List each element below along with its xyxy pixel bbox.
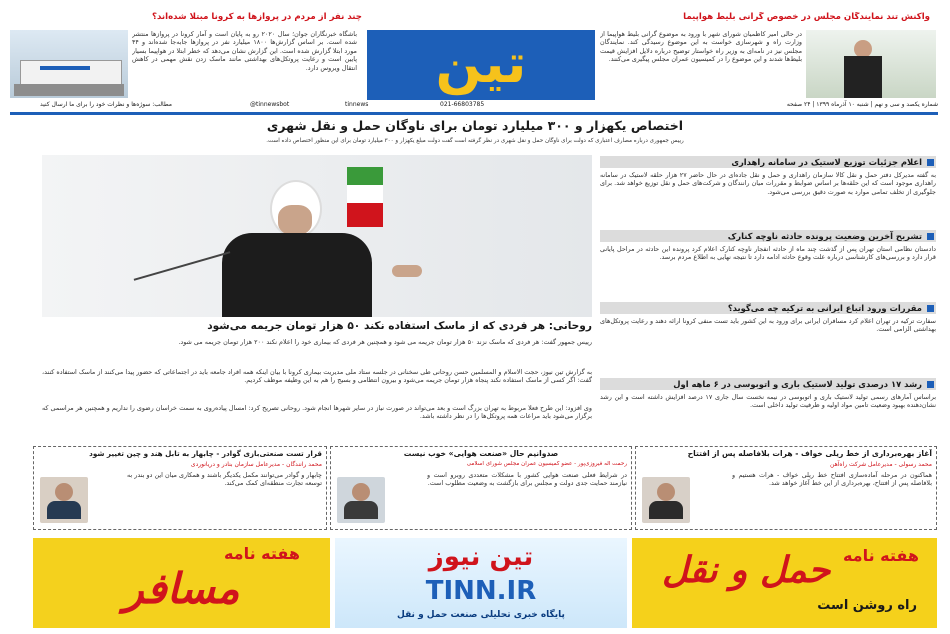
- ad-mid-line2: TINN.IR: [425, 576, 537, 606]
- right-headline: واکنش تند نمایندگان مجلس در خصوص گرانی بلیط هواپیما: [683, 12, 930, 22]
- sidebar-section-4-body: براساس آمارهای رسمی تولید لاستیک باری و اتوبوسی در نیمه نخست سال جاری ۱۷ درصد افزایش داشته است و این رشد نشان‌دهنده بهبود وضعیت تامین مواد اولیه و ظرفیت تولید داخلی است.: [600, 393, 936, 410]
- main-body-3: وی افزود: این طرح فعلا مربوط به تهران بزرگ است و بعد می‌تواند در صورت نیاز در سایر شهرها انجام شود. روحانی تصریح کرد: امسال پیاده‌روی به سمت خراسان رضوی را نداریم و همچنین هر مراسمی که برگزار می‌شود باید مراعات همه پروتکل‌ها را در نظر داشته باشد.: [42, 404, 592, 421]
- phone: 021-66803785: [440, 101, 485, 108]
- logo: [367, 30, 595, 100]
- opinion-left: [33, 446, 327, 530]
- opinion-right-body: هماکنون در مرحله آماده‌سازی افتتاح خط ریلی خواف - هرات هستیم و بلافاصله پس از افتتاح، بهره‌برداری از این خط آغاز خواهد شد.: [732, 471, 932, 488]
- ad-left-line1: هفته نامه: [223, 544, 300, 563]
- website[interactable]: tinnews: [345, 101, 369, 108]
- opinion-right-author: محمد رسولی - مدیرعامل شرکت راه‌آهن: [830, 461, 932, 468]
- main-title: اختصاص یکهزار و ۳۰۰ میلیارد تومان برای ناوگان حمل و نقل شهری: [266, 118, 684, 133]
- right-header-body: در حالی امیر کاظمیان شورای شهر با ورود به موضوع گرانی بلیط هواپیما از وزارت راه و شهرسازی خواست به این موضوع رسیدگی کند. نمایندگان مجلس نیز در نامه‌ای به وزیر راه خواستار توضیح درباره دلایل افزایش قیمت بلیط‌ها شدند و این موضوع را در کمیسیون عمران مجلس پیگیری می‌کنند.: [600, 30, 802, 64]
- logo-text: تین: [435, 32, 527, 95]
- left-caption: مطالب: سوژه‌ها و نظرات خود را برای ما ارسال کنید: [40, 101, 172, 108]
- ad-right-line1: هفته نامه: [842, 546, 919, 565]
- instagram-handle[interactable]: @tinnewsbot: [250, 101, 290, 108]
- ad-mosafer[interactable]: [33, 538, 330, 628]
- opinion-mid-author: رحمت اله فیروزی‌پور - عضو کمیسیون عمران مجلس شورای اسلامی: [466, 461, 627, 467]
- opinion-right: [635, 446, 937, 530]
- sidebar-section-3-body: سفارت ترکیه در تهران اعلام کرد مسافران ایرانی برای ورود به این کشور باید تست منفی کرونا ارائه دهند و رعایت پروتکل‌های بهداشتی الزامی است.: [600, 317, 936, 334]
- minister-photo: [806, 30, 936, 98]
- ad-hamlonaghl[interactable]: [632, 538, 937, 628]
- ad-right-line2: حمل و نقل: [662, 550, 831, 591]
- ad-right-line3: راه روشن است: [817, 598, 917, 613]
- opinion-left-author: محمد رانندگان - مدیرعامل سازمان بنادر و دریانوردی: [190, 461, 322, 468]
- ad-mid-line3: پایگاه خبری تحلیلی صنعت حمل و نقل: [397, 610, 565, 620]
- issue-line: شماره یکصد و سی و نهم | شنبه ۱۰ آذرماه ۱۳۹۹ | ۲۴ صفحه: [786, 101, 938, 108]
- opinion-mid-title: صدوانیم حال «صنعت هوایی» خوب نیست: [403, 449, 559, 458]
- sidebar-section-2-body: دادستان نظامی استان تهران پس از گذشت چند ماه از حادثه انفجار ناوچه کنارک اعلام کرد پرونده این حادثه در مراحل پایانی قرار دارد و بررسی‌های کارشناسی درباره علت وقوع حادثه ادامه دارد تا نتیجه نهایی به اطلاع مردم برسد.: [600, 245, 936, 262]
- sidebar-section-3-title: مقررات ورود اتباع ایرانی به ترکیه چه می‌گوید؟: [600, 302, 936, 314]
- main-body-2: به گزارش تین نیوز، حجت الاسلام و المسلمین حسن روحانی طی سخنانی در جلسه ستاد ملی مدیریت بیماری کرونا با بیان اینکه همه افراد جامعه باید در اجتماعاتی که حضور پیدا می‌کنند از ماسک استفاده کنند، گفت: اگر کسی از ماسک استفاده نکند پنجاه هزار تومان جریمه می‌شود و بیرون انتظامی و بسیج را هم به این وظیفه موظف کردیم.: [42, 368, 592, 385]
- opinion-mid-photo: [337, 477, 385, 523]
- opinion-left-title: قرار تست صنعتی‌بازی گوادر - چابهار به تابل هند و چین تغییر شود: [89, 449, 322, 458]
- opinion-right-photo: [642, 477, 690, 523]
- contact-bar: [10, 100, 938, 110]
- ad-mid-line1: تین نیوز: [428, 542, 534, 572]
- sidebar-section-2-title: تشریح آخرین وضعیت پرونده حادثه ناوچه کنارک: [600, 230, 936, 242]
- opinion-mid: [330, 446, 632, 530]
- airport-photo: [10, 30, 128, 98]
- sidebar-section-1-body: به گفته مدیرکل دفتر حمل و نقل کالا سازمان راهداری و حمل و نقل جاده‌ای در حال حاضر ۲۷ هزار حلقه لاستیک در سامانه راهداری موجود است که این حلقه‌ها بر اساس ضوابط و مقررات میان رانندگان و شرکت‌های حمل و نقل توزیع خواهد شد. برای جلوگیری از تخلف تمامی موارد به صورت دقیق بررسی می‌شود.: [600, 171, 936, 196]
- sidebar-section-1-title: اعلام جزئیات توزیع لاستیک در سامانه راهداری: [600, 156, 936, 168]
- opinion-left-photo: [40, 477, 88, 523]
- opinion-right-title: آغاز بهره‌برداری از خط ریلی خواف - هرات بلافاصله پس از افتتاح: [687, 449, 932, 458]
- left-headline: چند نفر از مردم در پروازها به کرونا مبتلا شده‌اند؟: [151, 12, 362, 22]
- ad-left-line2: مسافر: [123, 564, 240, 613]
- sidebar-section-4-title: رشد ۱۷ درصدی تولید لاستیک باری و اتوبوسی در ۶ ماهه اول: [600, 378, 936, 390]
- opinion-mid-body: در شرایط فعلی صنعت هوایی کشور با مشکلات متعددی روبرو است و نیازمند حمایت جدی دولت و مجلس برای بازگشت به وضعیت مطلوب است.: [427, 471, 627, 488]
- header-divider: [10, 112, 938, 115]
- ad-tinnews[interactable]: [335, 538, 627, 628]
- photo-caption: روحانی: هر فردی که از ماسک استفاده نکند ۵۰ هزار تومان جریمه می‌شود: [207, 320, 592, 332]
- opinion-left-body: چابهار و گوادر می‌توانند مکمل یکدیگر باشند و همکاری میان این دو بندر به توسعه تجارت منطقه‌ای کمک می‌کند.: [127, 471, 322, 488]
- main-body-1: رییس جمهور گفت: هر فردی که ماسک نزند ۵۰ هزار تومان جریمه می شود و همچنین هر فردی که بیماری خود را اعلام نکند ۲۰۰ هزار تومان جریمه می شود.: [178, 338, 592, 346]
- left-header-body: باشگاه خبرنگاران جوان؛ سال ۲۰۲۰ رو به پایان است و آمار کرونا در پروازها منتشر شده است. بر اساس گزارش‌ها ۱۸۰۰ میلیارد نفر در پروازها جابه‌جا شده‌اند و ۴۴ مورد ابتلا گزارش شده است. این گزارش نشان می‌دهد که خطر ابتلا در هواپیما بسیار پایین است و رعایت پروتکل‌های بهداشتی مانند ماسک زدن نقش مهمی در کاهش انتقال ویروس دارد.: [132, 30, 357, 72]
- main-subtitle: رییس جمهوری درباره مصارف اعتباری که دولت برای ناوگان حمل و نقل شهری در نظر گرفته است گفت دولت مبلغ یکهزار و ۳۰۰ میلیارد تومان برای این منظور اختصاص داده است.: [266, 138, 684, 144]
- rouhani-photo: [42, 155, 592, 317]
